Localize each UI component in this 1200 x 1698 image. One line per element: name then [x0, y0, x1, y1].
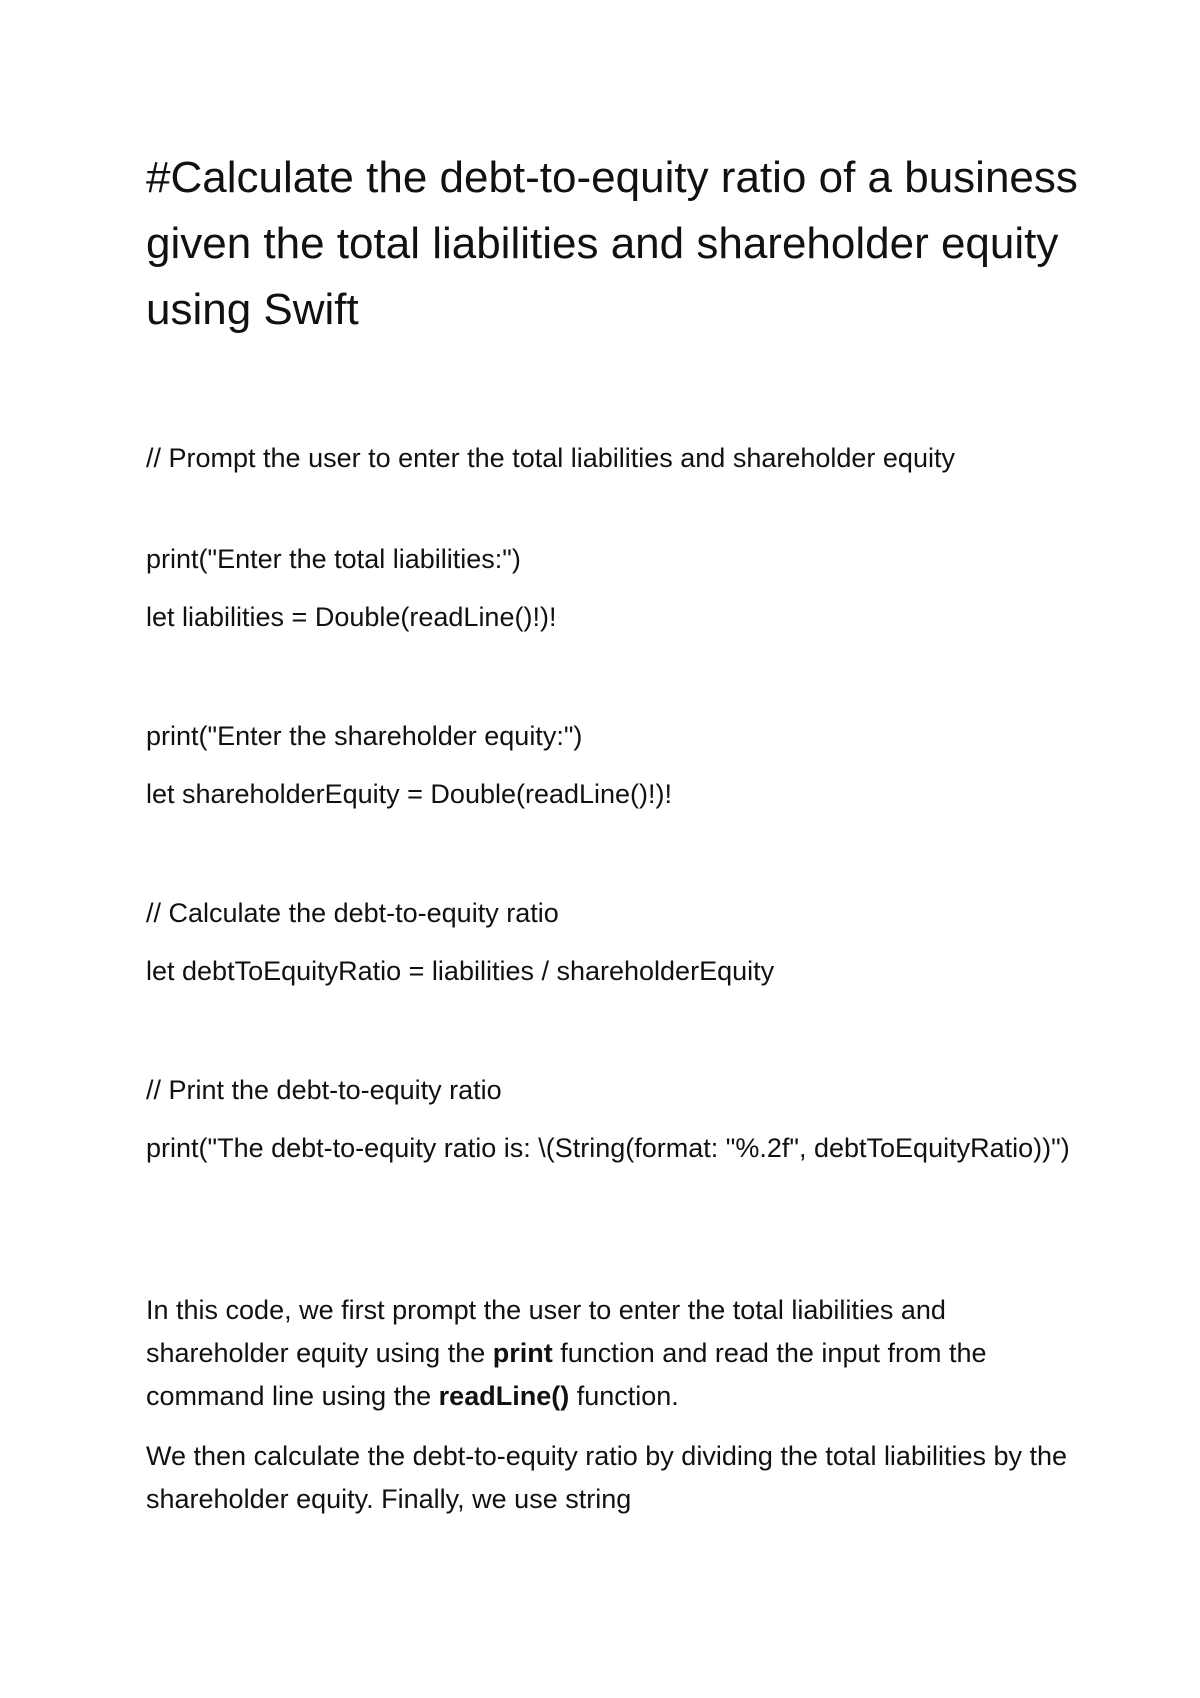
code-let-ratio: let debtToEquityRatio = liabilities / shareholderEquity	[146, 956, 775, 986]
document-title: #Calculate the debt-to-equity ratio of a business given the total liabilities and shareholder equity using Swift	[146, 153, 1078, 334]
code-comment-prompt: // Prompt the user to enter the total liabilities and shareholder equity	[146, 443, 955, 473]
code-let-equity: let shareholderEquity = Double(readLine()!)!	[146, 779, 673, 809]
paragraph-1-text-1: In this code, we first prompt the user to enter the total liabilities and shareholder equity using the	[146, 1295, 946, 1368]
paragraph-1-bold-print: print	[492, 1338, 553, 1368]
code-comment-calculate: // Calculate the debt-to-equity ratio	[146, 898, 559, 928]
paragraph-1-text-2: function and read the input from the command line using the	[146, 1338, 987, 1411]
explanation-paragraph-1	[146, 1289, 1086, 1418]
code-print-equity: print("Enter the shareholder equity:")	[146, 721, 583, 751]
code-print-ratio: print("The debt-to-equity ratio is: \(String(format: "%.2f", debtToEquityRatio))")	[146, 1133, 1070, 1163]
paragraph-1-bold-readline: readLine()	[438, 1381, 570, 1411]
code-let-liabilities: let liabilities = Double(readLine()!)!	[146, 602, 557, 632]
code-print-liabilities: print("Enter the total liabilities:")	[146, 544, 521, 574]
paragraph-1-text-3: function.	[569, 1381, 679, 1411]
code-comment-print: // Print the debt-to-equity ratio	[146, 1075, 502, 1105]
explanation-paragraph-2: We then calculate the debt-to-equity ratio by dividing the total liabilities by the shareholder equity. Finally, we use string	[146, 1441, 1068, 1514]
